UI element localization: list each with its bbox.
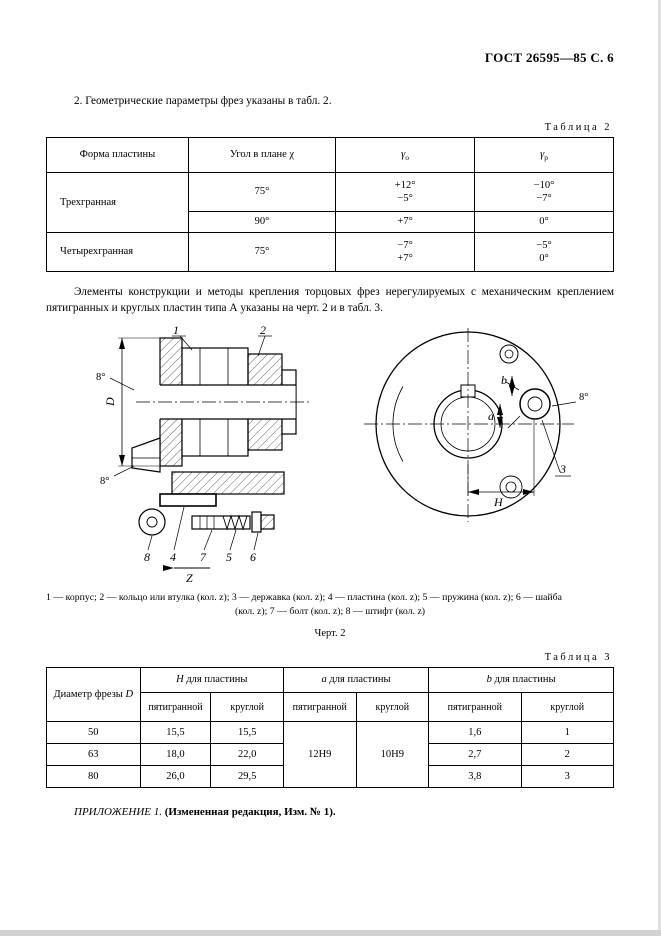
gamma-axial-subscript: о (405, 152, 410, 162)
t3-cell-b-penta-50: 1,6 (429, 722, 521, 744)
angle-8deg-top-label: 8° (96, 371, 106, 383)
callout-8: 8 (144, 549, 150, 564)
holder-block (172, 472, 284, 494)
t3-cell-b-penta-80: 3,8 (429, 766, 521, 788)
t2-header-shape: Форма пластины (47, 138, 189, 173)
b-symbol: b (486, 674, 492, 686)
gamma-axial-symbol: γ (401, 148, 406, 160)
t2-cell-angle-2: 90° (188, 212, 335, 233)
figure-2 (46, 324, 614, 586)
t3-cell-a-penta-merged: 12Н9 (283, 722, 356, 788)
t2-cell-g2-3 (475, 233, 614, 272)
insert-plate (160, 494, 216, 506)
table-row (47, 173, 614, 212)
t3-cell-b-penta-63: 2,7 (429, 744, 521, 766)
value-line: −5° (397, 193, 413, 205)
value-line: +12° (394, 179, 416, 191)
bolt-head (261, 515, 274, 529)
doc-reference: ГОСТ 26595—85 С. 6 (484, 50, 614, 65)
b-group-suffix: для пластины (494, 674, 556, 686)
t3-cell-b-round-63: 2 (521, 744, 613, 766)
table2-geometric-parameters (46, 137, 614, 272)
engineering-drawing (60, 324, 600, 586)
a-symbol: a (321, 674, 327, 686)
washer (252, 512, 261, 532)
t3-cell-h-penta-63: 18,0 (140, 744, 211, 766)
t3-header-h-group (140, 668, 283, 693)
t3-subheader-b-penta: пятигранной (429, 693, 521, 722)
dim-D-label: D (103, 397, 117, 406)
diameter-label: Диаметр фрезы (53, 688, 123, 700)
t3-cell-b-round-50: 1 (521, 722, 613, 744)
appendix-title: ПРИЛОЖЕНИЕ 1. (74, 806, 162, 819)
appendix-note (46, 806, 614, 818)
table2-label: Таблица 2 (544, 122, 612, 134)
t2-cell-g1-1 (336, 173, 475, 212)
lower-pocket (500, 476, 522, 498)
value-line: 0° (539, 253, 549, 265)
t3-subheader-a-penta: пятигранной (283, 693, 356, 722)
gamma-radial-symbol: γ (540, 148, 545, 160)
t3-cell-d-63: 63 (47, 744, 141, 766)
value-line: −5° (536, 239, 552, 251)
value-line: +7° (397, 253, 413, 265)
h-symbol: H (176, 674, 184, 686)
angle-8deg-bottom-label: 8° (100, 475, 110, 487)
t3-cell-h-penta-80: 26,0 (140, 766, 211, 788)
document-page (46, 50, 614, 818)
figure-label: Черт. 2 (314, 628, 346, 640)
t3-cell-d-80: 80 (47, 766, 141, 788)
t2-cell-g2-1 (475, 173, 614, 212)
round-insert (520, 389, 550, 419)
t3-header-a-group (283, 668, 428, 693)
front-view (364, 328, 576, 522)
t3-header-diameter (47, 668, 141, 722)
t3-subheader-b-round: круглой (521, 693, 613, 722)
screw-hole (500, 345, 518, 363)
t3-cell-d-50: 50 (47, 722, 141, 744)
table-row (47, 722, 614, 744)
t2-cell-g1-2: +7° (336, 212, 475, 233)
callout-2: 2 (260, 323, 266, 337)
dim-a-label: a (488, 408, 494, 423)
t3-cell-h-round-63: 22,0 (211, 744, 284, 766)
table-row (47, 233, 614, 272)
t2-cell-angle-1: 75° (188, 173, 335, 212)
t2-cell-angle-3: 75° (188, 233, 335, 272)
t2-cell-g1-3 (336, 233, 475, 272)
t3-cell-h-round-50: 15,5 (211, 722, 284, 744)
construction-paragraph: Элементы конструкции и методы крепления торцовых фрез нерегулируемых с механическим креплением пятигранных и круглых пластин типа А указаны на черт. 2 и в табл. 3. (46, 286, 614, 314)
callout-7: 7 (200, 549, 206, 564)
t3-header-b-group (429, 668, 614, 693)
figure-caption-line1: 1 — корпус; 2 — кольцо или втулка (кол. z); 3 — державка (кол. z); 4 — пластина (кол. z); 5 — пружина (кол. z); 6 — шайба (46, 591, 562, 603)
t2-header-angle: Угол в плане χ (188, 138, 335, 173)
t3-cell-a-round-merged: 10Н9 (356, 722, 429, 788)
dim-b-label: b (501, 372, 507, 387)
t3-cell-h-penta-50: 15,5 (140, 722, 211, 744)
table3-plate-dimensions (46, 667, 614, 788)
side-section-view (110, 336, 312, 568)
insert-wedge (132, 438, 160, 472)
dim-H-label: H (494, 494, 503, 509)
t3-cell-h-round-80: 29,5 (211, 766, 284, 788)
callout-6: 6 (250, 549, 256, 564)
scan-edge-bottom (0, 930, 661, 936)
diameter-symbol: D (125, 688, 134, 700)
t2-cell-shape-1: Трехгранная (47, 173, 189, 233)
figure-caption (46, 591, 614, 619)
t3-subheader-h-penta: пятигранной (140, 693, 211, 722)
t2-header-gamma-radial (475, 138, 614, 173)
intro-paragraph: 2. Геометрические параметры фрез указаны в табл. 2. (74, 95, 332, 107)
section-Z-label: Z (186, 570, 193, 585)
table2-header-row (47, 138, 614, 173)
value-line: −10° (533, 179, 555, 191)
t3-subheader-h-round: круглой (211, 693, 284, 722)
value-line: −7° (397, 239, 413, 251)
a-group-suffix: для пластины (329, 674, 391, 686)
callout-4: 4 (170, 549, 176, 564)
t2-cell-g2-2: 0° (475, 212, 614, 233)
t3-cell-b-round-80: 3 (521, 766, 613, 788)
figure-caption-line2: (кол. z); 7 — болт (кол. z); 8 — штифт (кол. z) (234, 605, 426, 617)
t2-header-gamma-axial (336, 138, 475, 173)
h-group-suffix: для пластины (186, 674, 248, 686)
callout-5: 5 (226, 549, 232, 564)
value-line: −7° (536, 193, 552, 205)
callout-1: 1 (173, 323, 179, 337)
t3-subheader-a-round: круглой (356, 693, 429, 722)
table3-group-header-row (47, 668, 614, 693)
gamma-radial-subscript: р (544, 152, 548, 162)
appendix-revision: (Измененная редакция, Изм. № 1). (164, 806, 336, 819)
angle-8deg-right-label: 8° (579, 391, 589, 403)
callout-3: 3 (560, 461, 566, 476)
table3-label: Таблица 3 (544, 652, 612, 664)
t2-cell-shape-2: Четырехгранная (47, 233, 189, 272)
